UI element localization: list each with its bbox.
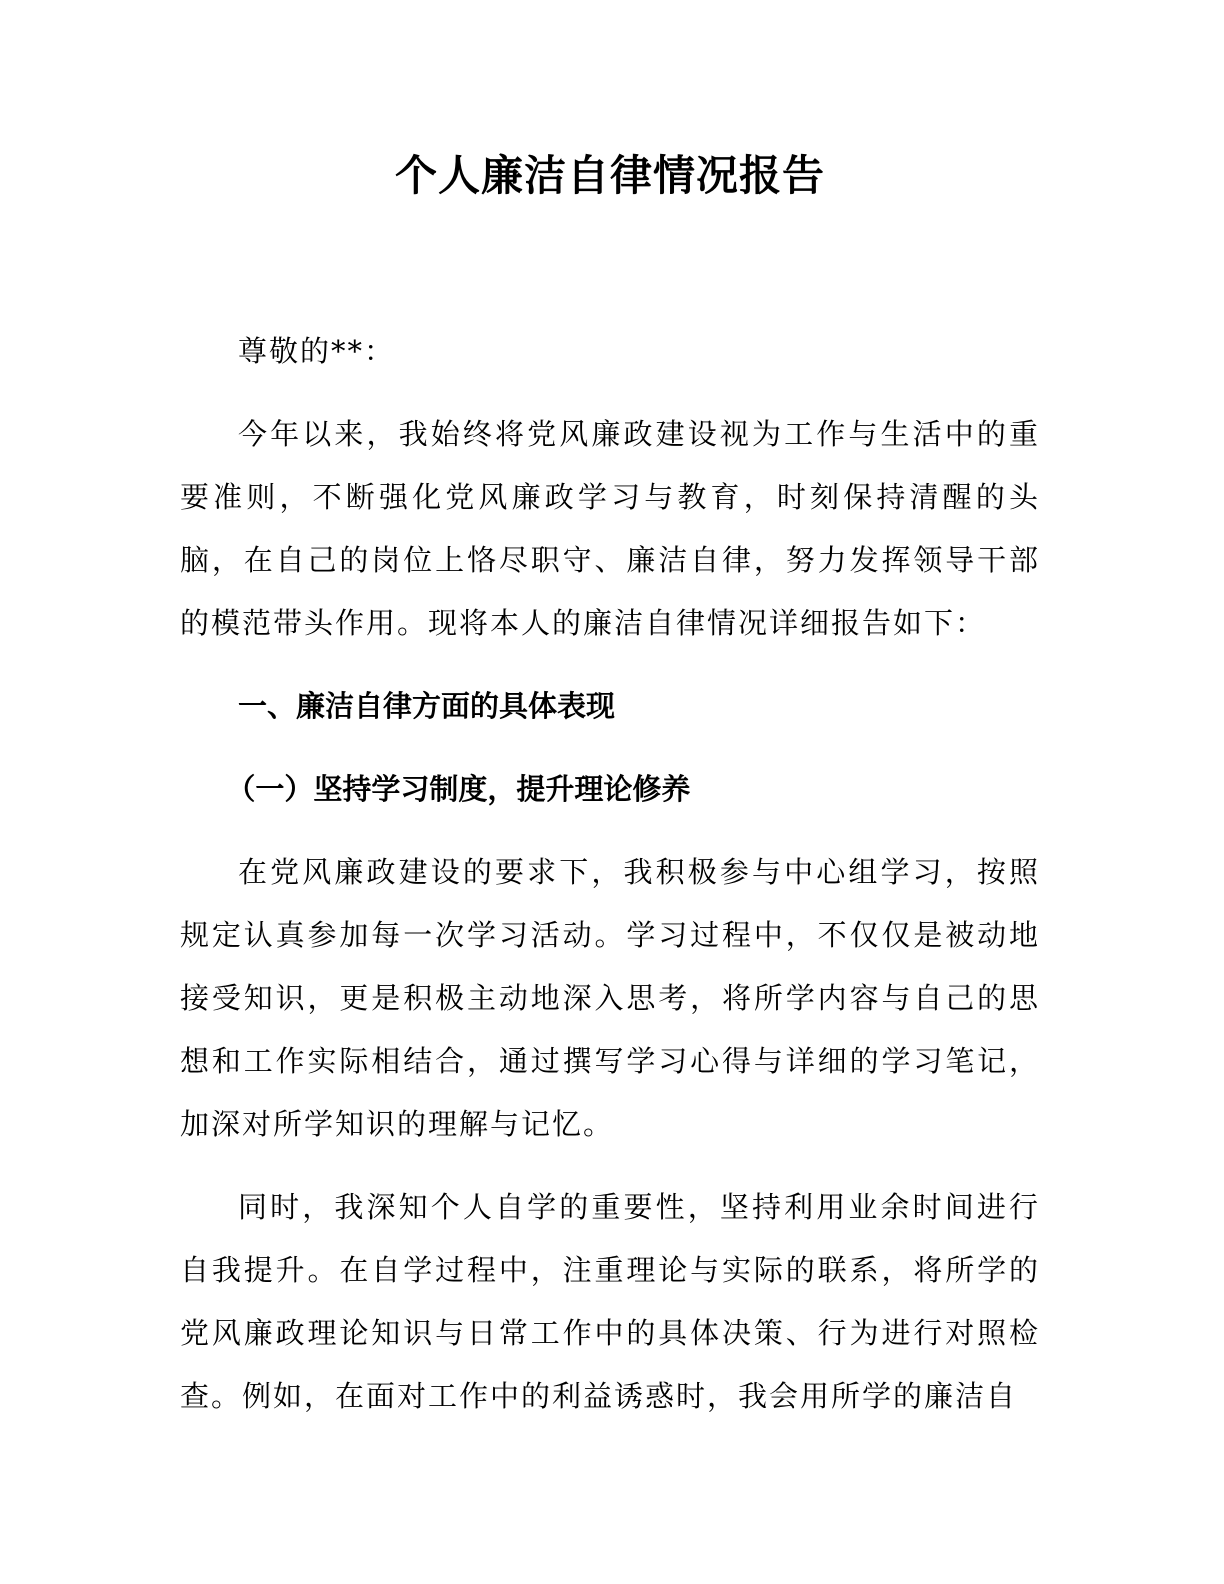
document-title: 个人廉洁自律情况报告	[394, 151, 825, 200]
paragraph-body-2: 同时，我深知个人自学的重要性，坚持利用业余时间进行自我提升。在自学过程中，注重理论与实际的联系，将所学的党风廉政理论知识与日常工作中的具体决策、行为进行对照检查。例如，在面对工作中的利益诱惑时，我会用所学的廉洁自	[180, 1190, 1040, 1413]
section-heading-1: 一、廉洁自律方面的具体表现	[238, 689, 616, 723]
salutation: 尊敬的**：	[238, 334, 396, 368]
subsection-heading-1: （一）坚持学习制度，提升理论修养	[226, 772, 691, 806]
document-body	[180, 320, 1040, 1428]
paragraph-body-1: 在党风廉政建设的要求下，我积极参与中心组学习，按照规定认真参加每一次学习活动。学习过程中，不仅仅是被动地接受知识，更是积极主动地深入思考，将所学内容与自己的思想和工作实际相结合，通过撰写学习心得与详细的学习笔记，加深对所学知识的理解与记忆。	[180, 855, 1040, 1141]
paragraph-intro: 今年以来，我始终将党风廉政建设视为工作与生活中的重要准则，不断强化党风廉政学习与教育，时刻保持清醒的头脑，在自己的岗位上恪尽职守、廉洁自律，努力发挥领导干部的模范带头作用。现将本人的廉洁自律情况详细报告如下：	[180, 417, 1040, 640]
